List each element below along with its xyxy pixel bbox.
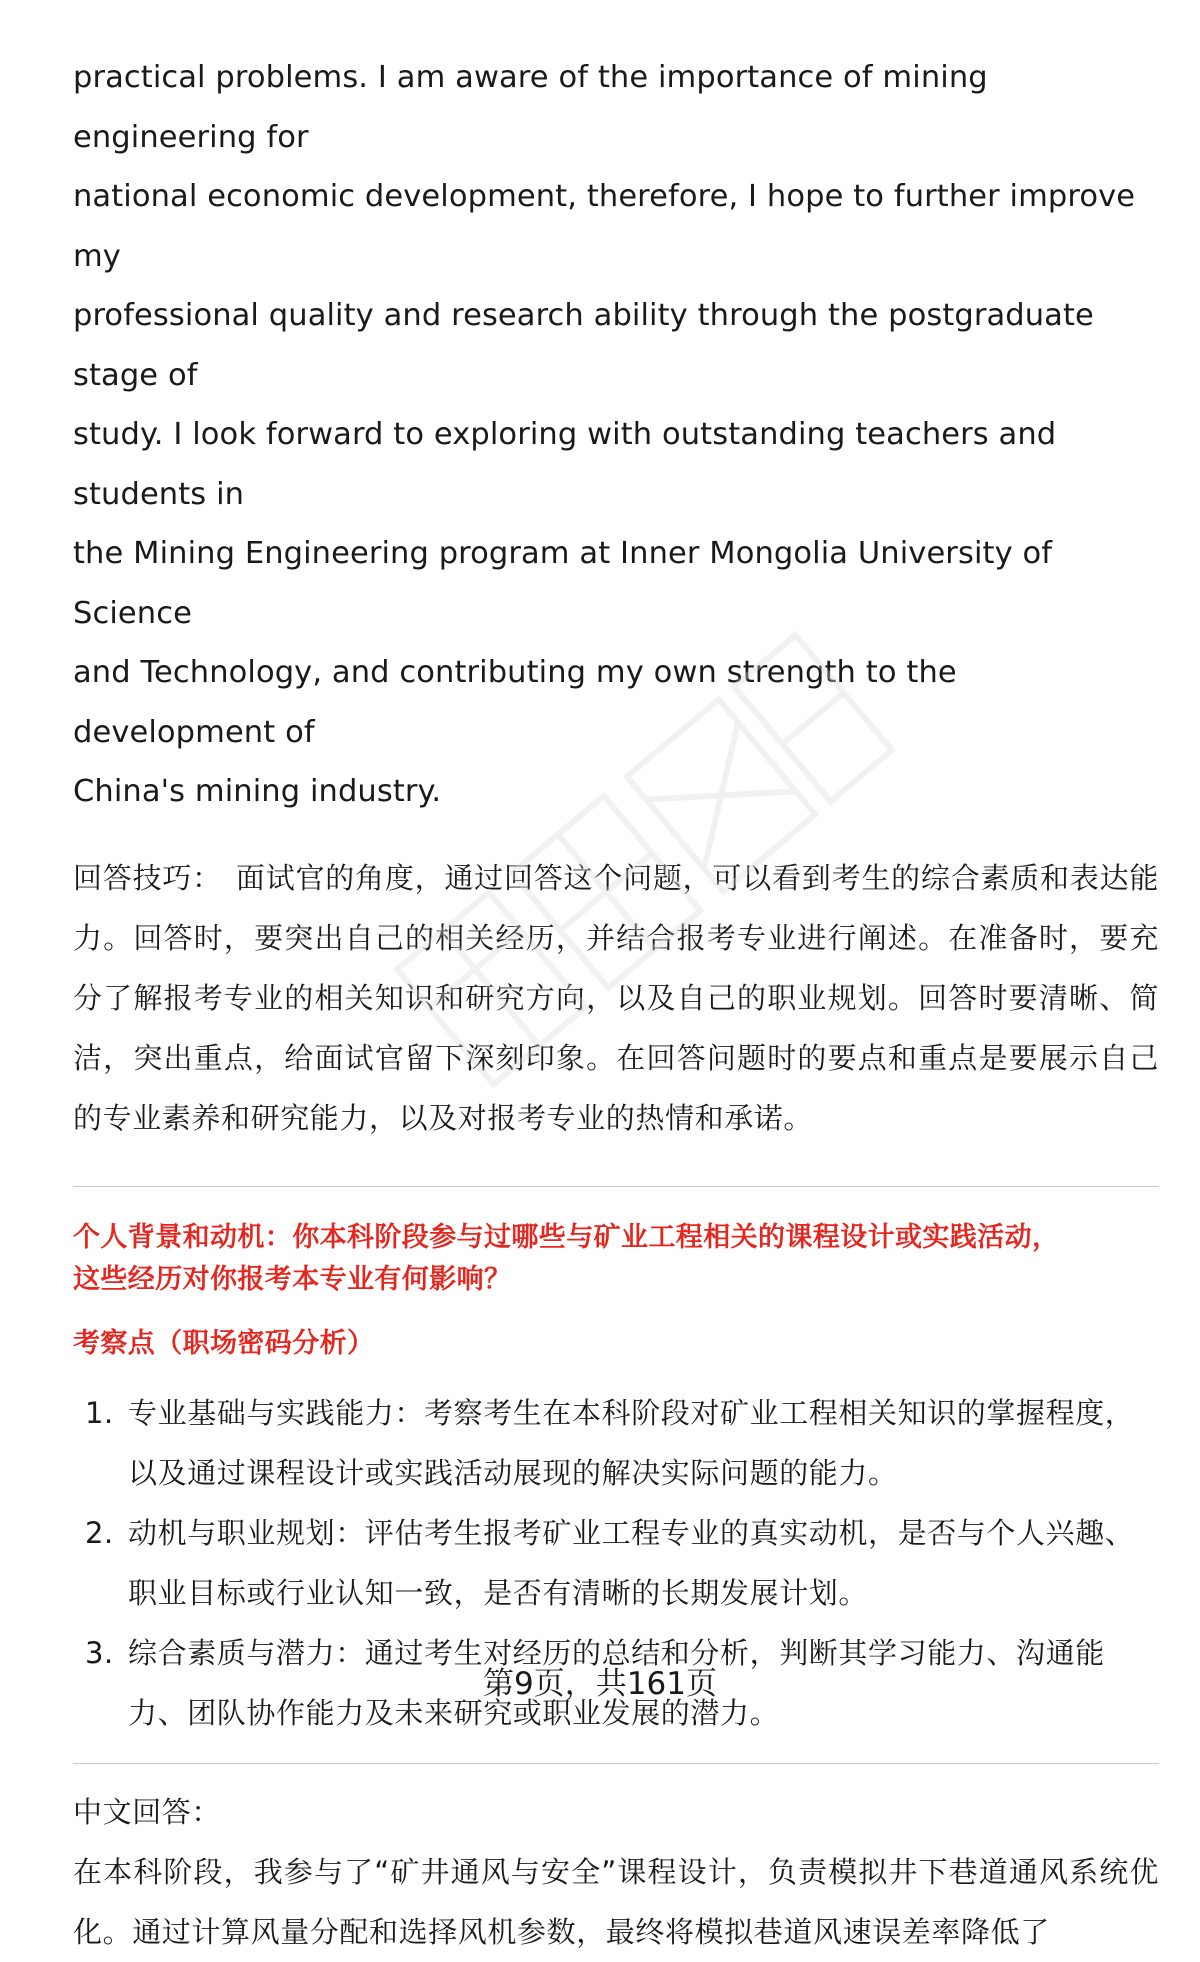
answer-tips-label: 回答技巧：: [73, 860, 222, 895]
list-item-number: 3.: [85, 1635, 114, 1670]
section-divider: [73, 1186, 1159, 1187]
chinese-answer-label: 中文回答：: [73, 1794, 222, 1829]
list-item-number: 1.: [85, 1395, 114, 1430]
english-answer-line: national economic development, therefore, I hope to further improve my: [73, 179, 1136, 274]
chinese-answer-text: 在本科阶段，我参与了“矿井通风与安全”课程设计，负责模拟井下巷道通风系统优化。通过计算风量分配和选择风机参数，最终将模拟巷道风速误差率降低了: [73, 1854, 1159, 1949]
english-answer-line: practical problems. I am aware of the importance of mining engineering for: [73, 60, 988, 155]
analysis-heading: 考察点（职场密码分析）: [73, 1327, 375, 1359]
list-item-text: 综合素质与潜力：通过考生对经历的总结和分析，判断其学习能力、沟通能力、团队协作能力及未来研究或职业发展的潜力。: [128, 1635, 1105, 1730]
list-item-number: 2.: [85, 1515, 114, 1550]
question-heading: [73, 1217, 1159, 1301]
english-answer-line: and Technology, and contributing my own strength to the development of: [73, 655, 957, 750]
english-answer-line: professional quality and research ability through the postgraduate stage of: [73, 298, 1094, 393]
english-answer-line: China's mining industry.: [73, 774, 442, 809]
list-item: [73, 1503, 1159, 1623]
page-number: 第9页，共161页: [483, 1666, 717, 1702]
english-answer-line: the Mining Engineering program at Inner Mongolia University of Science: [73, 536, 1053, 631]
list-item: [73, 1383, 1159, 1503]
answer-tips-text: 面试官的角度，通过回答这个问题，可以看到考生的综合素质和表达能力。回答时，要突出自己的相关经历，并结合报考专业进行阐述。在准备时，要充分了解报考专业的相关知识和研究方向，以及自己的职业规划。回答时要清晰、简洁，突出重点，给面试官留下深刻印象。在回答问题时的要点和重点是要展示自己的专业素养和研究能力，以及对报考专业的热情和承诺。: [73, 860, 1159, 1135]
question-line-1: 个人背景和动机：你本科阶段参与过哪些与矿业工程相关的课程设计或实践活动，: [73, 1221, 1060, 1253]
question-line-2: 这些经历对你报考本专业有何影响？: [73, 1263, 512, 1295]
section-divider: [73, 1763, 1159, 1764]
english-answer-paragraph: [73, 48, 1159, 822]
list-item-text: 专业基础与实践能力：考察考生在本科阶段对矿业工程相关知识的掌握程度，以及通过课程设计或实践活动展现的解决实际问题的能力。: [128, 1395, 1135, 1490]
answer-tips-paragraph: [73, 848, 1159, 1148]
english-answer-line: study. I look forward to exploring with outstanding teachers and students in: [73, 417, 1057, 512]
list-item-text: 动机与职业规划：评估考生报考矿业工程专业的真实动机，是否与个人兴趣、职业目标或行业认知一致，是否有清晰的长期发展计划。: [128, 1515, 1135, 1610]
